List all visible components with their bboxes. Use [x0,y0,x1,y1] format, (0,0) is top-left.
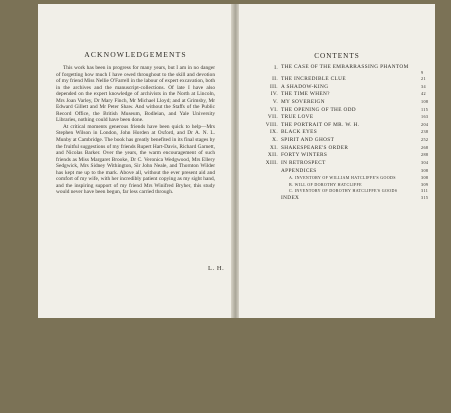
chapter-number: VIII. [265,121,278,128]
chapter-title: THE PORTRAIT OF MR. W. H. [281,121,360,128]
page-number: 308 [421,167,429,173]
chapter-number: III. [269,83,278,90]
toc-entry [239,129,435,137]
toc-entry [239,145,435,153]
chapter-title: THE OPENING OF THE ODD [281,106,356,113]
page-number: 34 [421,83,426,89]
right-page [239,4,435,318]
page-number: 309 [421,181,429,187]
toc-entry [239,114,435,122]
toc-entry [239,168,435,176]
chapter-number: XII. [267,152,278,159]
chapter-number: I. [274,65,278,71]
page-number: 311 [421,188,429,194]
toc-entry [239,65,435,76]
chapter-number: X. [272,137,278,144]
toc-entry [239,84,435,92]
chapter-number: II. [272,76,278,82]
page-number: 108 [421,98,429,104]
table-of-contents [239,65,435,202]
paragraph: This work has been in progress for many years, but I am in no danger of forgetting how much I have owed throughout to the skill and devotion of my friend Miss Nellie O'Farrell in the labour of expert excavation, both in the archives and the manuscript-collections. Of late I have also depended on the expert knowledge of archivists in the North at Lincoln, Mrs Joan Varley, Dr Mary Finch, Mr Michael Lloyd; and at Grimsby, Mr Edward Gillett and Mr Peter Shaw. And without the Staffs of the Public Record Office, the British Museum, Bodleian, and Yale University Libraries, nothing could have been done. [56,65,215,124]
chapter-title: MY SOVEREIGN [281,98,325,105]
page-number: 115 [421,106,429,112]
page-number: 9 [421,70,424,75]
toc-entry [239,152,435,160]
chapter-number: XIII. [265,160,278,167]
page-number: 42 [421,91,426,97]
toc-entry [239,99,435,107]
chapter-title: THE TIME WHEN? [281,91,330,98]
left-page [38,4,233,318]
chapter-title: IN RETROSPECT [281,160,326,167]
chapter-number: V. [272,98,278,105]
author-initials: L. H. [208,265,225,272]
page-number: 308 [421,175,429,181]
toc-entry [239,195,435,203]
page-number: 304 [421,160,429,166]
index-title: INDEX [281,194,300,201]
chapter-number: VII. [267,114,278,121]
chapter-number: XI. [270,144,278,151]
chapter-title: THE INCREDIBLE CLUE [281,76,346,82]
toc-entry [239,137,435,145]
page-title: ACKNOWLEDGEMENTS [84,50,187,59]
toc-entry [239,76,435,84]
page-number: 238 [421,129,429,135]
page-number: 288 [421,152,429,158]
chapter-title: SHAKESPEARE'S ORDER [281,144,349,151]
chapter-number: IX. [270,129,278,136]
contents-title: CONTENTS [314,52,360,60]
chapter-number: IV. [270,91,278,98]
appendix-title: A. INVENTORY OF WILLIAM HATCLIFFE'S GOODS [289,175,396,181]
toc-entry [239,91,435,99]
appendix-title: B. WILL OF DOROTHY HATCLIFFE [289,181,362,187]
chapter-number: VI. [270,106,278,113]
appendix-title: C. INVENTORY OF DOROTHY HATCLIFFE'S GOODS [289,188,398,194]
chapter-title: APPENDICES [281,167,317,174]
page-number: 21 [421,76,426,81]
chapter-title: TRUE LOVE [281,114,314,121]
acknowledgements-text [56,65,215,196]
chapter-title: SPIRIT AND GHOST [281,137,335,144]
open-book [38,4,435,318]
page-number: 315 [421,194,429,200]
page-number: 252 [421,137,429,143]
toc-entry [239,160,435,168]
toc-entry [239,107,435,115]
chapter-title: FORTY WINTERS [281,152,328,159]
chapter-title: BLACK EYES [281,129,318,136]
chapter-title: A SHADOW-KING [281,83,329,90]
page-number: 268 [421,144,429,150]
page-number: 204 [421,121,429,127]
paragraph: At critical moments generous friends have been quick to help—Mrs Stephen Wilson in London, John Horden at Oxford, and Dr A. N. L. Munby at Cambridge. The book has greatly benefited in its final stages by the fruitful suggestions of my friends Rupert Hart-Davis, Richard Garnett, and Nicolas Barker. Over the years, the warm encouragement of such friends as Miss Margaret Brooke, Dr C. Veronica Wedgwood, Mrs Ellery Sedgwick, Mrs Sidney Withington, Sir John Neale, and Thornton Wilder has kept me up to the mark. Above all, without the ever present aid and comfort of my wife, with her incredibly patient copying as my sight hand, and the inspiring support of my friend Mrs Winifred Bryher, this study would never have been begun, far less carried through. [56,123,215,196]
chapter-title: THE CASE OF THE EMBARRASSING PHANTOM [281,64,409,70]
page-number: 163 [421,114,429,120]
toc-entry [239,122,435,130]
